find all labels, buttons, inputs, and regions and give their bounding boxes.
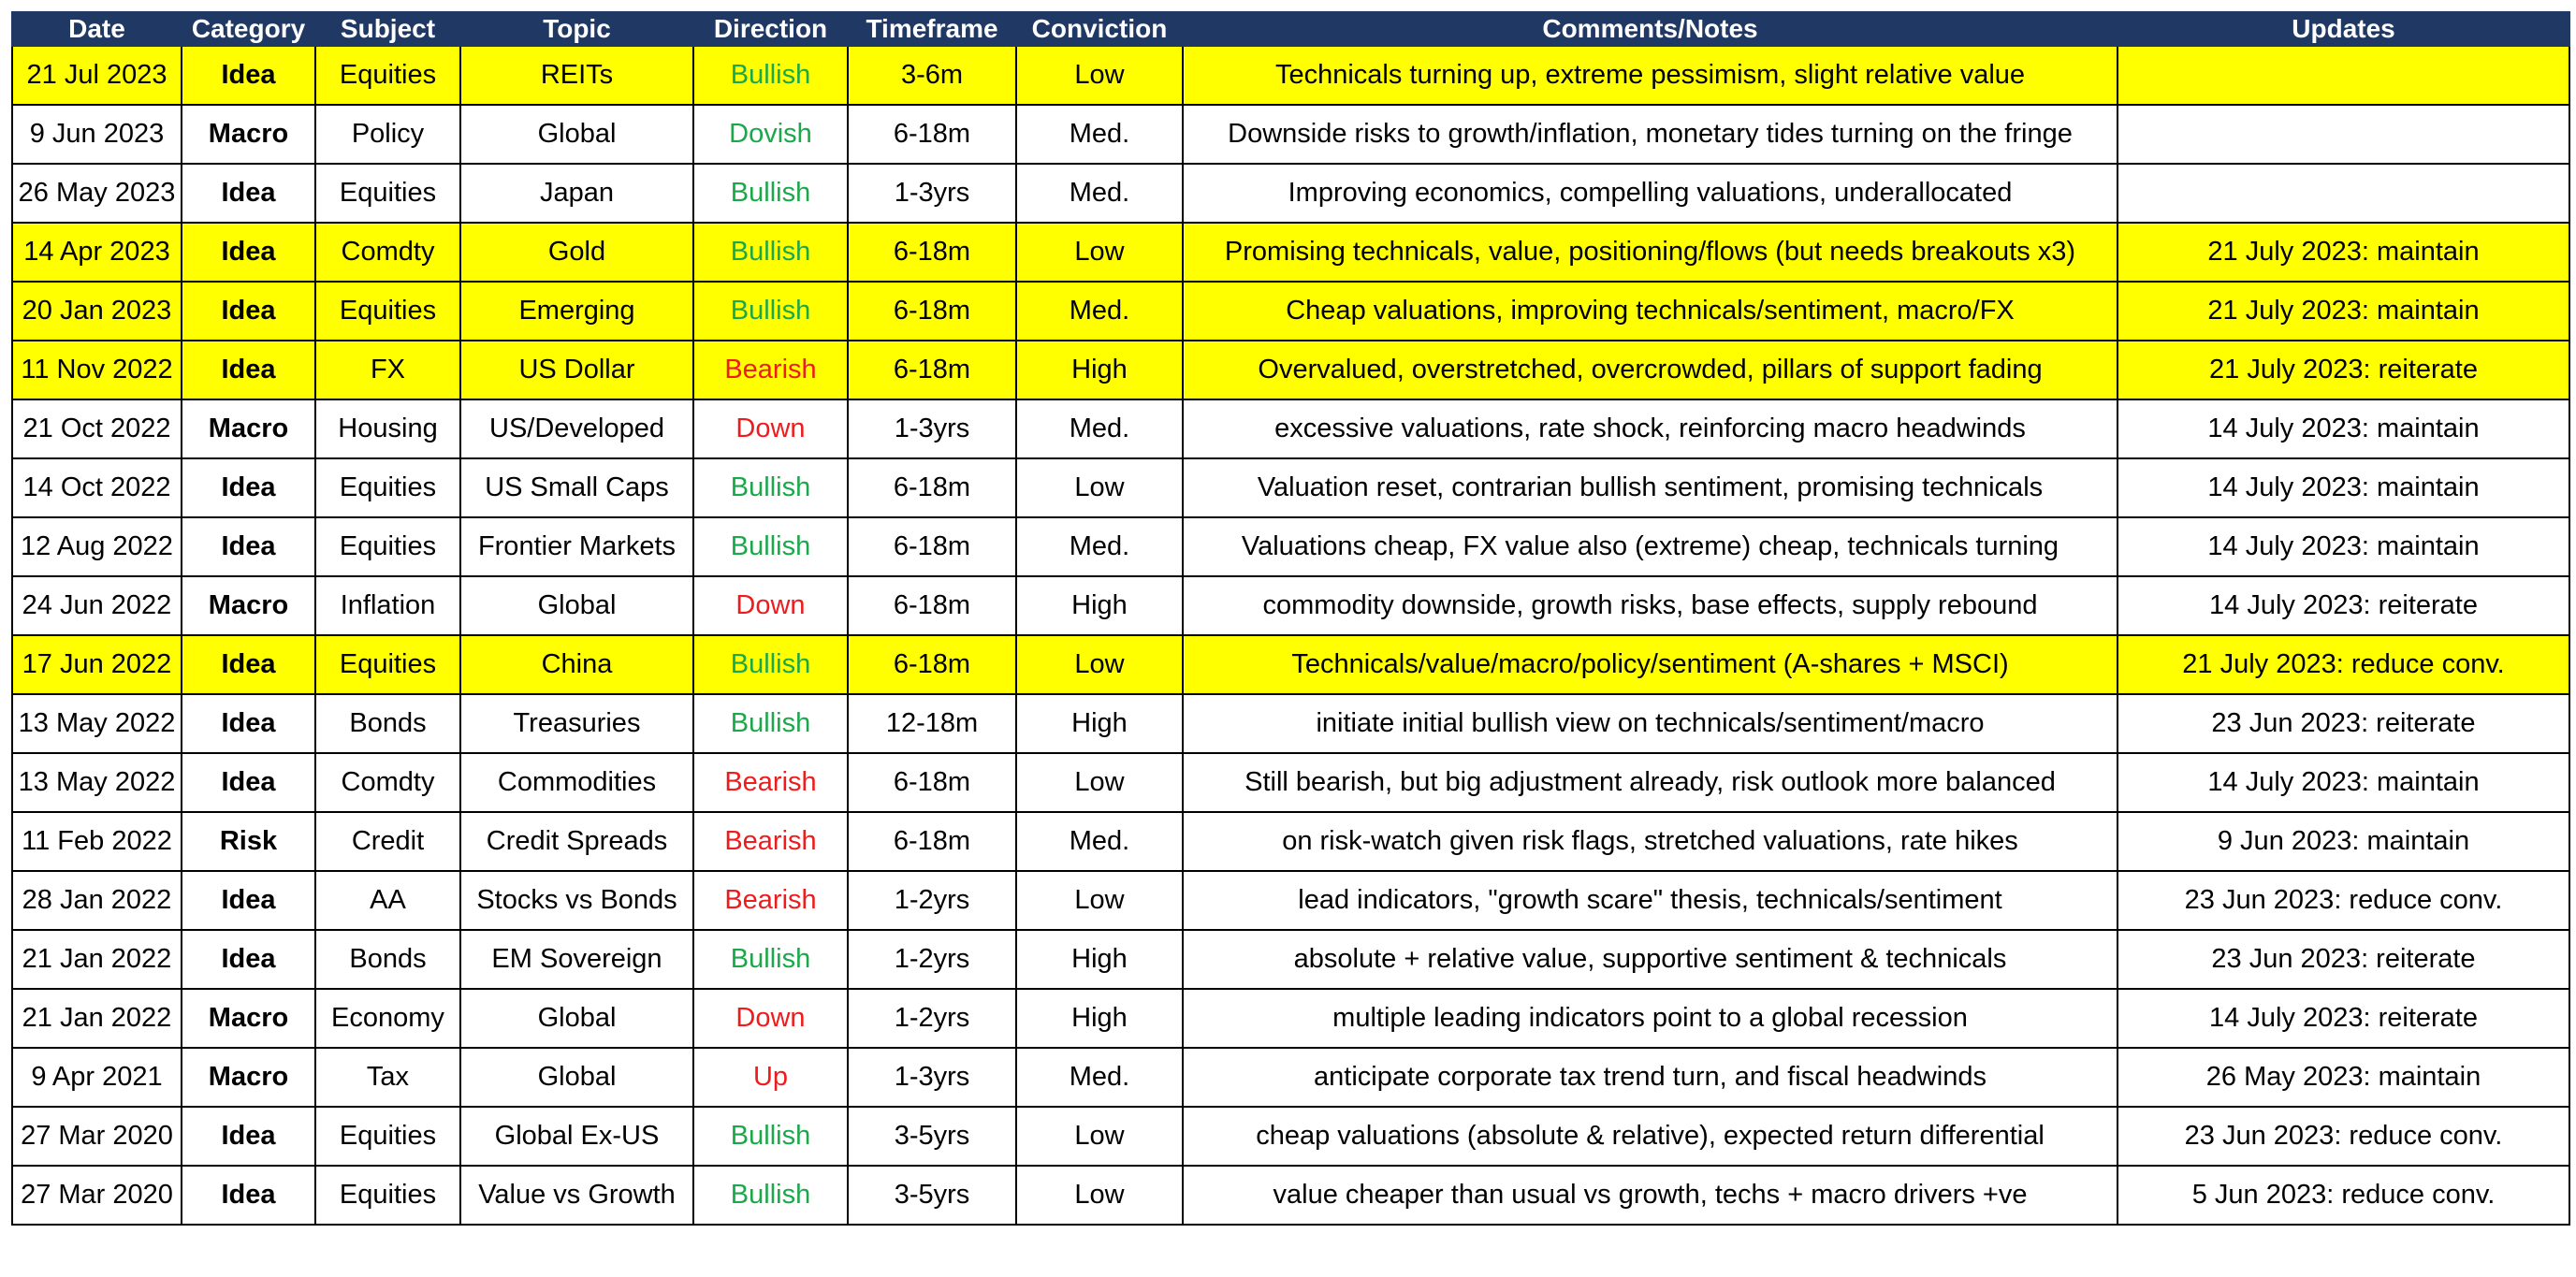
table-row [12, 812, 2569, 871]
cell-category: Idea [182, 517, 315, 576]
cell-timeframe: 6-18m [848, 341, 1016, 399]
cell-direction: Down [693, 989, 848, 1048]
table-row [12, 517, 2569, 576]
cell-subject: AA [315, 871, 460, 930]
table-row [12, 753, 2569, 812]
cell-comments: cheap valuations (absolute & relative), expected return differential [1183, 1107, 2118, 1166]
table-row [12, 871, 2569, 930]
cell-timeframe: 3-5yrs [848, 1166, 1016, 1225]
cell-direction: Bullish [693, 635, 848, 694]
cell-subject: Bonds [315, 694, 460, 753]
cell-subject: Equities [315, 1107, 460, 1166]
cell-direction: Bearish [693, 812, 848, 871]
cell-subject: Economy [315, 989, 460, 1048]
column-header-category: Category [182, 12, 315, 46]
cell-conviction: Low [1016, 1166, 1183, 1225]
cell-category: Risk [182, 812, 315, 871]
cell-date: 9 Jun 2023 [12, 105, 182, 164]
table-row [12, 282, 2569, 341]
cell-comments: Technicals turning up, extreme pessimism, slight relative value [1183, 46, 2118, 105]
table-row [12, 576, 2569, 635]
cell-subject: Inflation [315, 576, 460, 635]
cell-timeframe: 1-3yrs [848, 164, 1016, 223]
cell-direction: Dovish [693, 105, 848, 164]
cell-category: Idea [182, 458, 315, 517]
cell-conviction: High [1016, 930, 1183, 989]
cell-conviction: Med. [1016, 399, 1183, 458]
cell-updates: 26 May 2023: maintain [2118, 1048, 2569, 1107]
cell-updates: 14 July 2023: maintain [2118, 517, 2569, 576]
cell-timeframe: 6-18m [848, 753, 1016, 812]
cell-category: Idea [182, 164, 315, 223]
cell-subject: FX [315, 341, 460, 399]
cell-comments: Still bearish, but big adjustment already, risk outlook more balanced [1183, 753, 2118, 812]
cell-date: 11 Feb 2022 [12, 812, 182, 871]
cell-direction: Bearish [693, 341, 848, 399]
cell-topic: Global Ex-US [460, 1107, 693, 1166]
cell-comments: on risk-watch given risk flags, stretched valuations, rate hikes [1183, 812, 2118, 871]
cell-subject: Policy [315, 105, 460, 164]
cell-comments: anticipate corporate tax trend turn, and fiscal headwinds [1183, 1048, 2118, 1107]
cell-direction: Bullish [693, 930, 848, 989]
cell-date: 17 Jun 2022 [12, 635, 182, 694]
cell-updates: 14 July 2023: reiterate [2118, 989, 2569, 1048]
column-header-subject: Subject [315, 12, 460, 46]
cell-category: Macro [182, 105, 315, 164]
cell-comments: Valuations cheap, FX value also (extreme) cheap, technicals turning [1183, 517, 2118, 576]
cell-timeframe: 1-3yrs [848, 1048, 1016, 1107]
cell-updates: 14 July 2023: maintain [2118, 399, 2569, 458]
cell-updates: 23 Jun 2023: reduce conv. [2118, 871, 2569, 930]
cell-topic: Global [460, 105, 693, 164]
table-row [12, 399, 2569, 458]
cell-category: Macro [182, 989, 315, 1048]
cell-date: 21 Oct 2022 [12, 399, 182, 458]
cell-category: Idea [182, 871, 315, 930]
cell-updates: 14 July 2023: reiterate [2118, 576, 2569, 635]
cell-direction: Bullish [693, 1107, 848, 1166]
cell-conviction: High [1016, 341, 1183, 399]
cell-date: 14 Apr 2023 [12, 223, 182, 282]
cell-direction: Bullish [693, 458, 848, 517]
cell-conviction: Low [1016, 458, 1183, 517]
cell-topic: Gold [460, 223, 693, 282]
table-row [12, 1107, 2569, 1166]
table-row [12, 1048, 2569, 1107]
cell-category: Idea [182, 753, 315, 812]
cell-subject: Bonds [315, 930, 460, 989]
cell-category: Idea [182, 46, 315, 105]
cell-comments: commodity downside, growth risks, base effects, supply rebound [1183, 576, 2118, 635]
cell-topic: US Small Caps [460, 458, 693, 517]
cell-updates [2118, 164, 2569, 223]
cell-comments: Downside risks to growth/inflation, monetary tides turning on the fringe [1183, 105, 2118, 164]
cell-conviction: Low [1016, 1107, 1183, 1166]
cell-date: 24 Jun 2022 [12, 576, 182, 635]
cell-conviction: Med. [1016, 1048, 1183, 1107]
cell-date: 21 Jul 2023 [12, 46, 182, 105]
cell-category: Idea [182, 282, 315, 341]
cell-timeframe: 6-18m [848, 105, 1016, 164]
cell-topic: Treasuries [460, 694, 693, 753]
cell-direction: Up [693, 1048, 848, 1107]
cell-date: 13 May 2022 [12, 694, 182, 753]
cell-timeframe: 12-18m [848, 694, 1016, 753]
cell-topic: REITs [460, 46, 693, 105]
cell-conviction: Med. [1016, 517, 1183, 576]
column-header-date: Date [12, 12, 182, 46]
table-row [12, 105, 2569, 164]
cell-date: 26 May 2023 [12, 164, 182, 223]
cell-updates [2118, 46, 2569, 105]
cell-date: 27 Mar 2020 [12, 1166, 182, 1225]
cell-subject: Equities [315, 1166, 460, 1225]
table-row [12, 46, 2569, 105]
table-row [12, 223, 2569, 282]
cell-updates: 21 July 2023: reiterate [2118, 341, 2569, 399]
cell-conviction: Low [1016, 871, 1183, 930]
cell-topic: Frontier Markets [460, 517, 693, 576]
cell-direction: Bullish [693, 1166, 848, 1225]
cell-category: Macro [182, 576, 315, 635]
cell-updates: 23 Jun 2023: reiterate [2118, 694, 2569, 753]
table-row [12, 694, 2569, 753]
cell-timeframe: 6-18m [848, 282, 1016, 341]
column-header-updates: Updates [2118, 12, 2569, 46]
cell-updates: 5 Jun 2023: reduce conv. [2118, 1166, 2569, 1225]
cell-timeframe: 3-5yrs [848, 1107, 1016, 1166]
cell-updates [2118, 105, 2569, 164]
cell-direction: Bearish [693, 871, 848, 930]
cell-subject: Equities [315, 517, 460, 576]
cell-category: Macro [182, 399, 315, 458]
cell-subject: Credit [315, 812, 460, 871]
cell-conviction: Med. [1016, 105, 1183, 164]
cell-conviction: High [1016, 989, 1183, 1048]
cell-timeframe: 6-18m [848, 458, 1016, 517]
cell-subject: Comdty [315, 753, 460, 812]
cell-comments: multiple leading indicators point to a global recession [1183, 989, 2118, 1048]
column-header-topic: Topic [460, 12, 693, 46]
column-header-conviction: Conviction [1016, 12, 1183, 46]
cell-topic: Credit Spreads [460, 812, 693, 871]
cell-category: Idea [182, 1107, 315, 1166]
cell-direction: Bullish [693, 223, 848, 282]
cell-topic: Emerging [460, 282, 693, 341]
cell-date: 20 Jan 2023 [12, 282, 182, 341]
cell-category: Idea [182, 1166, 315, 1225]
cell-direction: Down [693, 399, 848, 458]
cell-subject: Equities [315, 635, 460, 694]
cell-comments: Cheap valuations, improving technicals/sentiment, macro/FX [1183, 282, 2118, 341]
cell-direction: Down [693, 576, 848, 635]
cell-updates: 21 July 2023: maintain [2118, 282, 2569, 341]
cell-category: Idea [182, 694, 315, 753]
cell-timeframe: 1-3yrs [848, 399, 1016, 458]
cell-subject: Equities [315, 458, 460, 517]
cell-updates: 23 Jun 2023: reduce conv. [2118, 1107, 2569, 1166]
cell-comments: Overvalued, overstretched, overcrowded, pillars of support fading [1183, 341, 2118, 399]
ideas-table-container [11, 11, 2570, 1226]
cell-direction: Bullish [693, 517, 848, 576]
cell-conviction: Med. [1016, 164, 1183, 223]
cell-topic: Global [460, 1048, 693, 1107]
table-row [12, 1166, 2569, 1225]
cell-comments: initiate initial bullish view on technicals/sentiment/macro [1183, 694, 2118, 753]
cell-conviction: Med. [1016, 282, 1183, 341]
ideas-table [11, 11, 2570, 1226]
cell-conviction: High [1016, 576, 1183, 635]
cell-direction: Bullish [693, 46, 848, 105]
cell-updates: 23 Jun 2023: reiterate [2118, 930, 2569, 989]
cell-comments: Improving economics, compelling valuations, underallocated [1183, 164, 2118, 223]
cell-category: Idea [182, 635, 315, 694]
cell-subject: Tax [315, 1048, 460, 1107]
cell-category: Idea [182, 930, 315, 989]
cell-timeframe: 6-18m [848, 517, 1016, 576]
column-header-timeframe: Timeframe [848, 12, 1016, 46]
cell-date: 13 May 2022 [12, 753, 182, 812]
cell-conviction: Low [1016, 223, 1183, 282]
cell-date: 27 Mar 2020 [12, 1107, 182, 1166]
column-header-direction: Direction [693, 12, 848, 46]
cell-date: 21 Jan 2022 [12, 930, 182, 989]
cell-conviction: High [1016, 694, 1183, 753]
cell-topic: Global [460, 989, 693, 1048]
cell-comments: Technicals/value/macro/policy/sentiment (A-shares + MSCI) [1183, 635, 2118, 694]
cell-timeframe: 1-2yrs [848, 930, 1016, 989]
cell-timeframe: 1-2yrs [848, 989, 1016, 1048]
cell-topic: EM Sovereign [460, 930, 693, 989]
cell-topic: Value vs Growth [460, 1166, 693, 1225]
cell-updates: 14 July 2023: maintain [2118, 458, 2569, 517]
cell-direction: Bullish [693, 694, 848, 753]
cell-timeframe: 6-18m [848, 223, 1016, 282]
cell-topic: US/Developed [460, 399, 693, 458]
cell-date: 9 Apr 2021 [12, 1048, 182, 1107]
cell-timeframe: 6-18m [848, 635, 1016, 694]
cell-subject: Equities [315, 164, 460, 223]
cell-subject: Comdty [315, 223, 460, 282]
cell-updates: 21 July 2023: maintain [2118, 223, 2569, 282]
cell-timeframe: 6-18m [848, 576, 1016, 635]
table-row [12, 930, 2569, 989]
cell-conviction: Low [1016, 46, 1183, 105]
cell-comments: Promising technicals, value, positioning/flows (but needs breakouts x3) [1183, 223, 2118, 282]
cell-updates: 14 July 2023: maintain [2118, 753, 2569, 812]
cell-category: Macro [182, 1048, 315, 1107]
cell-date: 21 Jan 2022 [12, 989, 182, 1048]
cell-direction: Bearish [693, 753, 848, 812]
cell-date: 12 Aug 2022 [12, 517, 182, 576]
cell-timeframe: 1-2yrs [848, 871, 1016, 930]
cell-topic: China [460, 635, 693, 694]
cell-comments: lead indicators, "growth scare" thesis, technicals/sentiment [1183, 871, 2118, 930]
table-row [12, 341, 2569, 399]
table-row [12, 458, 2569, 517]
cell-conviction: Low [1016, 753, 1183, 812]
cell-conviction: Med. [1016, 812, 1183, 871]
cell-topic: Stocks vs Bonds [460, 871, 693, 930]
cell-date: 11 Nov 2022 [12, 341, 182, 399]
header-row [12, 12, 2569, 46]
cell-conviction: Low [1016, 635, 1183, 694]
table-row [12, 989, 2569, 1048]
cell-date: 14 Oct 2022 [12, 458, 182, 517]
cell-topic: Japan [460, 164, 693, 223]
cell-topic: US Dollar [460, 341, 693, 399]
column-header-comments: Comments/Notes [1183, 12, 2118, 46]
cell-updates: 21 July 2023: reduce conv. [2118, 635, 2569, 694]
cell-comments: value cheaper than usual vs growth, techs + macro drivers +ve [1183, 1166, 2118, 1225]
cell-updates: 9 Jun 2023: maintain [2118, 812, 2569, 871]
cell-timeframe: 6-18m [848, 812, 1016, 871]
cell-topic: Commodities [460, 753, 693, 812]
cell-date: 28 Jan 2022 [12, 871, 182, 930]
cell-topic: Global [460, 576, 693, 635]
cell-subject: Housing [315, 399, 460, 458]
table-row [12, 164, 2569, 223]
cell-subject: Equities [315, 46, 460, 105]
cell-comments: Valuation reset, contrarian bullish sentiment, promising technicals [1183, 458, 2118, 517]
table-row [12, 635, 2569, 694]
cell-comments: excessive valuations, rate shock, reinforcing macro headwinds [1183, 399, 2118, 458]
cell-category: Idea [182, 223, 315, 282]
cell-direction: Bullish [693, 164, 848, 223]
cell-comments: absolute + relative value, supportive sentiment & technicals [1183, 930, 2118, 989]
cell-subject: Equities [315, 282, 460, 341]
cell-direction: Bullish [693, 282, 848, 341]
cell-category: Idea [182, 341, 315, 399]
cell-timeframe: 3-6m [848, 46, 1016, 105]
